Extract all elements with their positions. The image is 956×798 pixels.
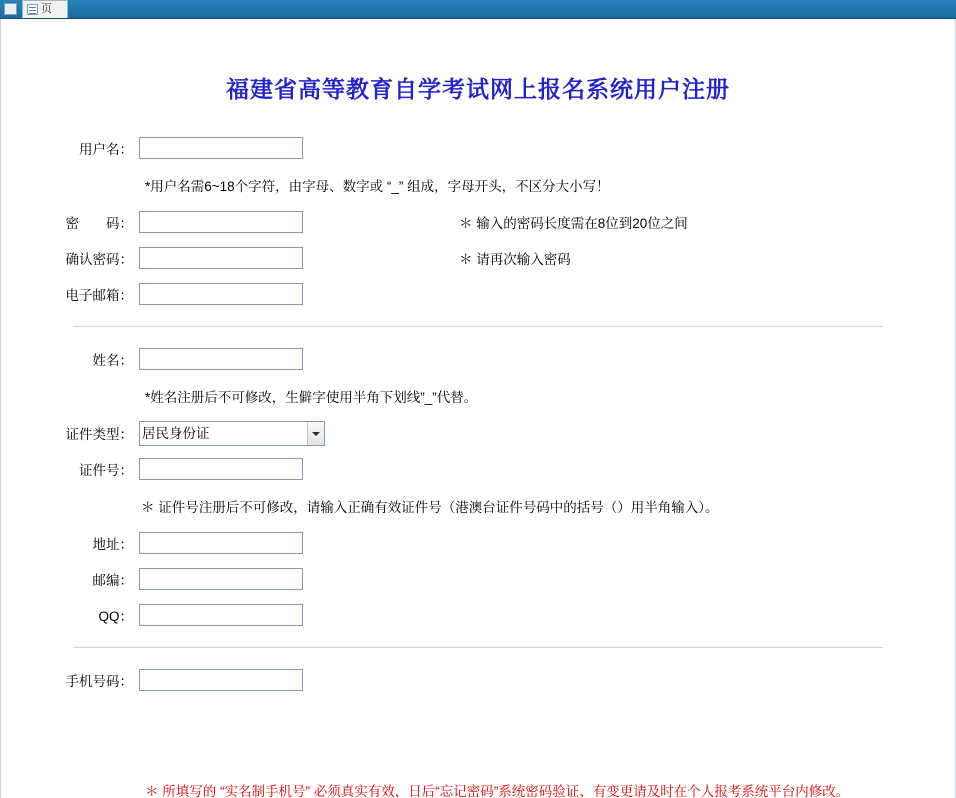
postcode-input[interactable] <box>139 568 303 590</box>
browser-tab[interactable] <box>22 0 68 18</box>
field-row-confirm-password <box>1 240 955 276</box>
id-type-label: 证件类型： <box>65 427 133 442</box>
id-number-input[interactable] <box>139 458 303 480</box>
mobile-note: ＊ 所填写的 “实名制手机号” 必须真实有效，日后“忘记密码”系统密码验证、有变更请及时在个人报考系统平台内修改。 <box>145 784 850 798</box>
field-row-email <box>1 276 955 312</box>
email-input[interactable] <box>139 283 303 305</box>
password-hint: ＊ 输入的密码长度需在8位到20位之间 <box>459 216 688 231</box>
page-icon <box>27 4 38 15</box>
name-note: *姓名注册后不可修改，生僻字使用半角下划线”_”代替。 <box>145 390 478 405</box>
browser-tab-strip <box>0 0 956 19</box>
username-input[interactable] <box>139 137 303 159</box>
field-row-password <box>1 204 955 240</box>
menu-icon[interactable] <box>4 3 17 15</box>
id-type-select-wrap <box>139 421 325 446</box>
field-row-address <box>1 525 955 561</box>
postcode-label: 邮编： <box>92 573 133 588</box>
registration-form <box>1 130 955 698</box>
qq-label: QQ： <box>98 609 133 624</box>
browser-tab-label: 页 <box>41 3 52 15</box>
password-label: 密 码： <box>65 216 133 231</box>
field-row-qq <box>1 597 955 633</box>
username-label: 用户名： <box>79 142 133 157</box>
section-divider-1 <box>73 326 883 327</box>
email-label: 电子邮箱： <box>65 288 133 303</box>
id-number-label: 证件号： <box>79 463 133 478</box>
section-divider-2 <box>73 647 883 648</box>
address-input[interactable] <box>139 532 303 554</box>
field-row-name <box>1 341 955 377</box>
field-row-id-number <box>1 451 955 487</box>
name-input[interactable] <box>139 348 303 370</box>
field-row-id-type <box>1 415 955 451</box>
username-note: *用户名需6~18个字符，由字母、数字或 “_” 组成，字母开头，不区分大小写！ <box>145 179 610 194</box>
confirm-password-label: 确认密码： <box>65 252 133 267</box>
mobile-label: 手机号码： <box>65 674 133 689</box>
field-row-mobile <box>1 662 955 698</box>
qq-input[interactable] <box>139 604 303 626</box>
address-label: 地址： <box>92 537 133 552</box>
confirm-password-input[interactable] <box>139 247 303 269</box>
registration-page <box>0 19 956 798</box>
id-type-select[interactable] <box>139 421 325 446</box>
page-title: 福建省高等教育自学考试网上报名系统用户注册 <box>226 77 730 102</box>
confirm-password-hint: ＊ 请再次输入密码 <box>459 252 571 267</box>
field-row-postcode <box>1 561 955 597</box>
id-number-note: ＊ 证件号注册后不可修改，请输入正确有效证件号（港澳台证件号码中的括号（）用半角输入）。 <box>141 500 719 515</box>
password-input[interactable] <box>139 211 303 233</box>
field-row-username <box>1 130 955 166</box>
name-label: 姓名： <box>92 353 133 368</box>
mobile-input[interactable] <box>139 669 303 691</box>
